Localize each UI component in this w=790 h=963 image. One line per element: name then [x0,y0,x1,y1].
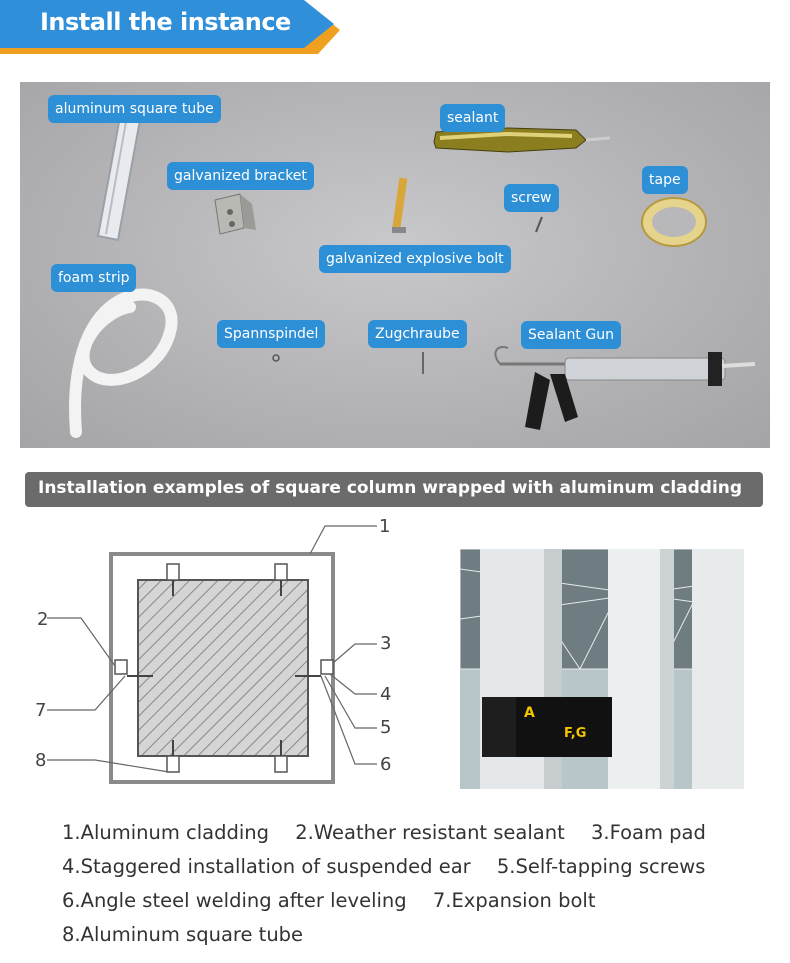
explosive-bolt-icon [392,178,407,233]
installation-photo [460,549,744,789]
wayfinding-sign [482,697,612,757]
legend-row [62,884,706,918]
label-foam-strip: foam strip [51,264,136,292]
legend-row [62,816,706,850]
tape-roll-icon [642,198,706,246]
section-title: Installation examples of square column wrapped with aluminum cladding [38,478,743,498]
tools-panel [20,82,770,448]
label-galvanized-explosive-bolt: galvanized explosive bolt [319,245,511,273]
cross-section-diagram [25,518,405,788]
sign-text-fg: F,G [564,726,587,741]
legend-item: 8.Aluminum square tube [62,923,304,946]
legend [62,816,706,952]
section-header [25,472,763,507]
callout-8: 8 [35,750,47,771]
legend-item: 1.Aluminum cladding [62,821,270,844]
label-sealant: sealant [440,104,505,132]
legend-item: 4.Staggered installation of suspended ear [62,855,471,878]
label-galvanized-bracket: galvanized bracket [167,162,314,190]
foam-strip-icon [75,295,172,432]
aluminum-tube-icon [98,117,140,240]
legend-row [62,850,706,884]
callout-6: 6 [380,754,392,775]
legend-item: 6.Angle steel welding after leveling [62,889,407,912]
label-aluminum-square-tube: aluminum square tube [48,95,221,123]
callout-7: 7 [35,700,47,721]
label-tape: tape [642,166,688,194]
callout-4: 4 [380,684,392,705]
sealant-gun-icon [495,347,755,430]
callout-1: 1 [379,518,391,537]
label-zugchraube: Zugchraube [368,320,467,348]
screw-icon [536,217,542,232]
legend-item: 5.Self-tapping screws [496,855,706,878]
page-title: Install the instance [40,8,291,36]
label-screw: screw [504,184,559,212]
legend-item: 7.Expansion bolt [432,889,596,912]
bracket-icon [215,194,256,234]
legend-item: 2.Weather resistant sealant [295,821,565,844]
label-spannspindel: Spannspindel [217,320,325,348]
spannspindel-icon [273,355,279,361]
legend-row [62,918,706,952]
callout-5: 5 [380,717,392,738]
sign-text-a: A [524,705,535,721]
callout-2: 2 [37,609,49,630]
legend-item: 3.Foam pad [590,821,706,844]
callout-3: 3 [380,633,392,654]
concrete-column [138,580,308,756]
label-sealant-gun: Sealant Gun [521,321,621,349]
